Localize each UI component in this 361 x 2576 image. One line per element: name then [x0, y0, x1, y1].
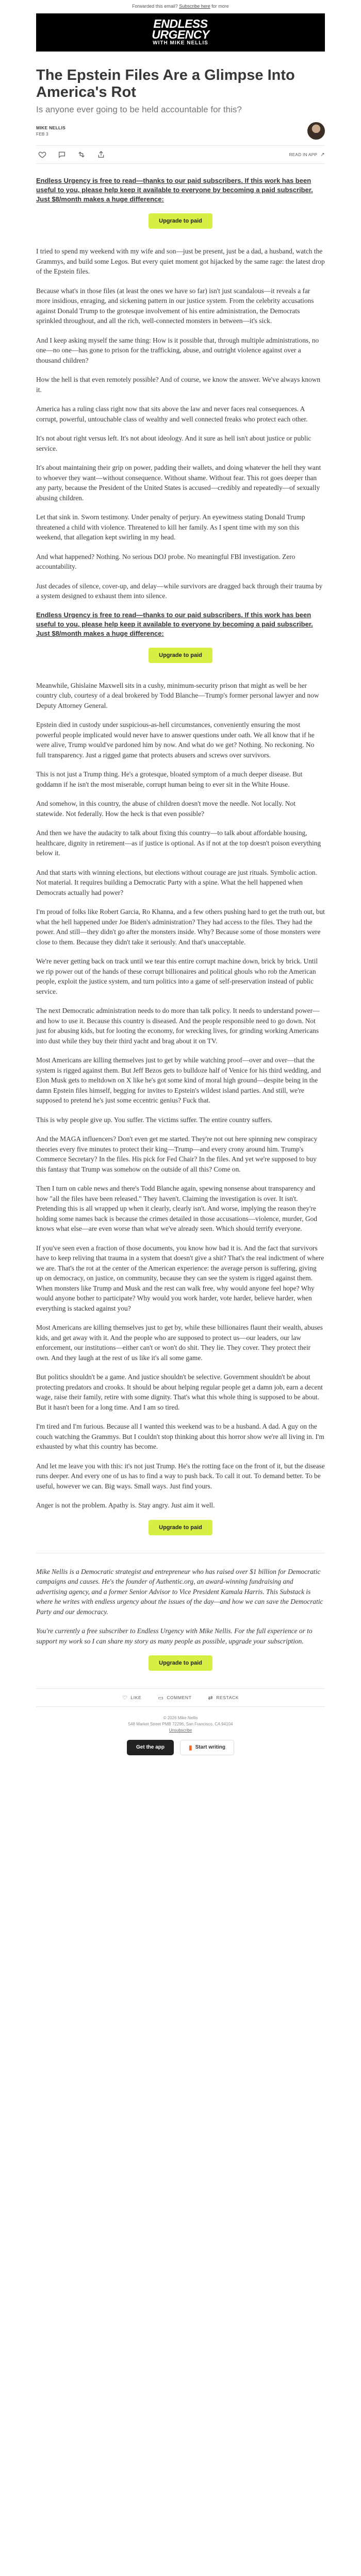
restack-label: RESTACK	[216, 1695, 239, 1700]
footer-actions	[36, 1688, 325, 1707]
subscribe-link[interactable]: Subscribe here	[179, 4, 210, 9]
post-title[interactable]: The Epstein Files Are a Glimpse Into America's Rot	[36, 67, 295, 100]
heart-icon: ♡	[122, 1694, 128, 1701]
upgrade-button[interactable]: Upgrade to paid	[149, 648, 212, 663]
author-bio	[36, 1567, 325, 1647]
body-paragraph: I tried to spend my weekend with my wife and son—just be present, just be a dad, a husband, watch the Grammys, and build some Legos. But every quiet moment got hijacked by the same rage: the latest drop of the Epstein files.	[36, 247, 325, 275]
restack-icon[interactable]	[77, 150, 86, 159]
comment-button[interactable]	[158, 1694, 191, 1701]
upgrade-button[interactable]: Upgrade to paid	[149, 1520, 212, 1535]
avatar[interactable]	[307, 122, 325, 140]
heart-icon[interactable]	[38, 150, 46, 159]
publication-banner[interactable]	[36, 13, 325, 52]
body-paragraph: And let me leave you with this: it's not just Trump. He's the rotting face on the front of it, but the disease runs deeper. And every one of us has to find a way to push back. To call it out. To demand better. To be useful, however we can. Big ways. Small ways. Just find yours.	[36, 1462, 325, 1490]
unsubscribe-link[interactable]: Unsubscribe	[169, 1728, 192, 1733]
logo-endless: ENDLESS	[153, 17, 208, 30]
post-date: FEB 3	[36, 131, 48, 137]
body-paragraph: The next Democratic administration needs to do more than talk policy. It needs to understand power—and how to use it. Because this country is diseased. And the people responsible need to go down. Not just for abusing kids, but for looting the economy, for wrecking lives, for grinding working Americans into dust while they buy their third yacht and brag about it on TV.	[36, 1007, 320, 1045]
body-paragraph: If you've seen even a fraction of those documents, you know how bad it is. And the fact that survivors have to keep reliving that trauma in a system that doesn't give a shit? That's the real indictment of where we are. That's the rot at the center of the American experience: the average person is suffering, giving up on democracy, on justice, on community, because they can see the system is rigged against them. When monsters like Trump and Musk and the rest can walk free, why would anyone feel hope? Why would anyone bother to participate? Why would you work harder, vote harder, believe harder, when everything is stacked against you?	[36, 1244, 324, 1312]
comment-label: COMMENT	[167, 1695, 192, 1700]
byline	[36, 122, 325, 140]
read-in-app-button[interactable]	[289, 152, 325, 158]
body-paragraph: And the MAGA influencers? Don't even get me started. They're not out here spinning new conspiracy theories every five minutes to protect their king—Trump—and every crony around him. Trump's Commerce Secretary? In the files. His pick for Fed Chair? In the files. And yet we're supposed to buy this fantasy that Trump was somehow on the outside of all this? Come on.	[36, 1135, 318, 1173]
forwarded-text: Forwarded this email?	[132, 4, 178, 9]
body-paragraph: I'm proud of folks like Robert Garcia, Ro Khanna, and a few others pushing hard to get the truth out, but what the hell happened under Joe Biden's administration? They had access to the files. They had the power. And still—they didn't go after the monsters inside. Why? Because some of those monsters were close to them. Because they didn't take it seriously. And that's unacceptable.	[36, 908, 325, 946]
arrow-right-icon: ↗	[320, 151, 325, 158]
forwarded-suffix: for more	[211, 4, 229, 9]
body-paragraph: Most Americans are killing themselves just to get by, while these billionaires flaunt their wealth, abuses kids, and get away with it. And the people who are supposed to protect us—our leaders, our law enforcement, our institutions—either can't or won't do shit. They lie. They cover. They protect their own. And they laugh at the rest of us like it's all some game.	[36, 1324, 323, 1362]
share-icon[interactable]	[97, 150, 105, 159]
forwarded-notice	[0, 0, 361, 9]
byline-text	[36, 125, 65, 137]
copyright: © 2026 Mike Nellis	[163, 1716, 198, 1720]
body-paragraph: Let that sink in. Sworn testimony. Under penalty of perjury. An eyewitness stating Donald Trump threatened a child with violence. Threatened to kill her family. As I spent time with my son this weekend, that allegation kept swirling in my head.	[36, 513, 305, 541]
body-paragraph: This is why people give up. You suffer. The victims suffer. The entire country suffers.	[36, 1115, 273, 1124]
start-writing-button[interactable]	[180, 1740, 234, 1755]
paid-promo-repeat[interactable]: Endless Urgency is free to read—thanks to our paid subscribers. If this work has been useful to you, please help keep it available to everyone by becoming a paid subscriber. Just $8/month makes a huge difference:	[36, 611, 313, 637]
body-paragraph: And that starts with winning elections, but elections without courage are just rituals. Symbolic action. Not material. It requires building a Democratic Party with a spine. What the hell happened when Democrats actually had power?	[36, 868, 317, 896]
restack-button[interactable]	[208, 1694, 239, 1701]
body-paragraph: Then I turn on cable news and there's Todd Blanche again, spewing nonsense about transparency and how "all the files have been released." They haven't. Claiming the investigation is over. It isn't. Pretending this is all wrapped up when it clearly, clearly isn't. And worse, implying the reason they're holding some names back is because the crimes detailed in those accusations—violence, murder, God knows what else—are even worse than what we've already seen. Which should terrify everyone.	[36, 1184, 317, 1232]
body-paragraph: It's about maintaining their grip on power, padding their wallets, and doing whatever the hell they want to whoever they want—without consequence. Without shame. Without fear. This rot goes deeper than any party, because the President of the United States is accused—credibly and repeatedly—of sexually abusing children.	[36, 464, 321, 502]
subscription-note: You're currently a free subscriber to Endless Urgency with Mike Nellis. For the full experience or to support my work so I can share my story as many people as possible, upgrade your subscription.	[36, 1627, 313, 1645]
body-paragraph: And then we have the audacity to talk about fixing this country—to talk about affordable housing, healthcare, dignity in retirement—as if justice is optional. As if not at the top doesn't poison everything below it.	[36, 829, 321, 857]
body-paragraph: Anger is not the problem. Apathy is. Stay angry. Just aim it well.	[36, 1501, 215, 1509]
get-app-button[interactable]: Get the app	[127, 1740, 174, 1755]
body-paragraph: And somehow, in this country, the abuse of children doesn't move the needle. Not locally. Not statewide. Not federally. How the heck is that even possible?	[36, 800, 296, 818]
start-writing-label: Start writing	[195, 1744, 225, 1750]
logo-byline: WITH MIKE NELLIS	[153, 40, 208, 46]
body-paragraph: Meanwhile, Ghislaine Maxwell sits in a cushy, minimum-security prison that might as well be her country club, courtesy of a deal brokered by Todd Blanche—Trump's former personal lawyer and now Deputy Attorney General.	[36, 681, 319, 709]
post-actions	[36, 145, 325, 164]
body-paragraph: Epstein died in custody under suspicious-as-hell circumstances, conveniently ensuring the most powerful people implicated would never have to answer questions under oath. We all know that if he were alive, Trump would've pardoned him by now. And what do we get? Nothing. No reckoning. No full transparency. Just a rigged game that protects abusers and screws over survivors.	[36, 721, 315, 759]
body-section-1	[36, 246, 325, 601]
body-paragraph: And I keep asking myself the same thing: How is it possible that, through multiple administrations, no one—no one—has gone to prison for the trafficking, abuse, and outright violence against over a thousand children?	[36, 336, 319, 364]
like-button[interactable]	[122, 1694, 141, 1701]
publication-logo	[152, 19, 209, 46]
action-icons	[36, 150, 105, 159]
footer-meta	[36, 1715, 325, 1734]
read-in-app-label: READ IN APP	[289, 152, 318, 157]
logo-urgency: URGENCY	[152, 28, 209, 41]
substack-icon: ▮	[189, 1744, 192, 1751]
body-section-2	[36, 681, 325, 1511]
body-paragraph: How the hell is that even remotely possible? And of course, we know the answer. We've always known it.	[36, 376, 321, 394]
app-buttons	[36, 1740, 325, 1755]
author-name[interactable]: MIKE NELLIS	[36, 125, 66, 130]
post-container	[36, 67, 325, 1755]
body-paragraph: But politics shouldn't be a game. And justice shouldn't be selective. Government shouldn't be about protecting predators and crooks. It should be about helping regular people get a damn job, earn a decent wage, raise their family, retire with some dignity. That's what this whole thing is supposed to be about. But it hasn't been for a long time. And I am so tired.	[36, 1373, 323, 1411]
body-paragraph: I'm tired and I'm furious. Because all I wanted this weekend was to be a husband. A dad. A guy on the couch watching the Grammys. But I couldn't stop thinking about this horror show we're all living in. I'm exhausted by what this country has become.	[36, 1422, 324, 1450]
bio-paragraph: Mike Nellis is a Democratic strategist and entrepreneur who has raised over $1 billion for Democratic campaigns and causes. He's the founder of Authentic.org, an award-winning fundraising and advertising agency, and a former Senior Advisor to Vice President Kamala Harris. This Substack is where he writes with endless urgency about the issues of the day—and how we can save the Democratic Party and our democracy.	[36, 1567, 323, 1616]
like-label: LIKE	[130, 1695, 142, 1700]
body-paragraph: We're never getting back on track until we tear this entire corrupt machine down, brick by brick. Until we rip power out of the hands of these corrupt billionaires and political ghouls who rob the American people, exploit the justice system, and turn politics into a game of self-preservation instead of public service.	[36, 957, 318, 995]
comment-icon[interactable]	[58, 150, 66, 159]
upgrade-button[interactable]: Upgrade to paid	[149, 213, 212, 229]
body-paragraph: And what happened? Nothing. No serious DOJ probe. No meaningful FBI investigation. Zero accountability.	[36, 552, 296, 570]
mailing-address: 548 Market Street PMB 72296, San Francisco, CA 94104	[128, 1722, 233, 1726]
restack-icon: ⇄	[208, 1694, 214, 1701]
body-paragraph: Because what's in those files (at least the ones we have so far) isn't just scandalous—it reveals a far more insidious, enraging, and sickening pattern in our justice system. From the celebrity accusations against Donald Trump to the grotesque involvement of his entire administration, the Democrats sprinkled throughout, and all the rich, well-connected monsters in between—it's sick.	[36, 286, 314, 325]
comment-icon: ▭	[158, 1694, 164, 1701]
body-paragraph: America has a ruling class right now that sits above the law and never faces real consequences. A corrupt, powerful, untouchable class of wealthy and well connected freaks who protect each other.	[36, 405, 308, 423]
post-subtitle: Is anyone ever going to be held accountable for this?	[36, 105, 242, 114]
body-paragraph: It's not about right versus left. It's not about ideology. And it sure as hell isn't about justice or public service.	[36, 434, 311, 452]
body-paragraph: Just decades of silence, cover-up, and delay—while survivors are dragged back through their trauma by a system designed to exhaust them into silence.	[36, 582, 323, 600]
upgrade-button[interactable]: Upgrade to paid	[149, 1655, 212, 1671]
body-paragraph: This is not just a Trump thing. He's a grotesque, bloated symptom of a much deeper disease. But goddamn if he isn't the most miserable, corrupt human being to ever sit in the White House.	[36, 770, 303, 788]
body-paragraph: Most Americans are killing themselves just to get by while watching proof—over and over—that the system is rigged against them. But Jeff Bezos gets to bulldoze half of Venice for his third wedding, and Elon Musk gets to meltdown on X like he's got some kind of moral high ground—despite being in the damn Epstein files himself, begging for invites to Epstein's wildest island parties. And still, we're supposed to pretend he's just some eccentric genius? Fuck that.	[36, 1056, 321, 1104]
paid-promo[interactable]: Endless Urgency is free to read—thanks to our paid subscribers. If this work has been useful to you, please help keep it available to everyone by becoming a paid subscriber. Just $8/month makes a huge difference:	[36, 177, 313, 203]
